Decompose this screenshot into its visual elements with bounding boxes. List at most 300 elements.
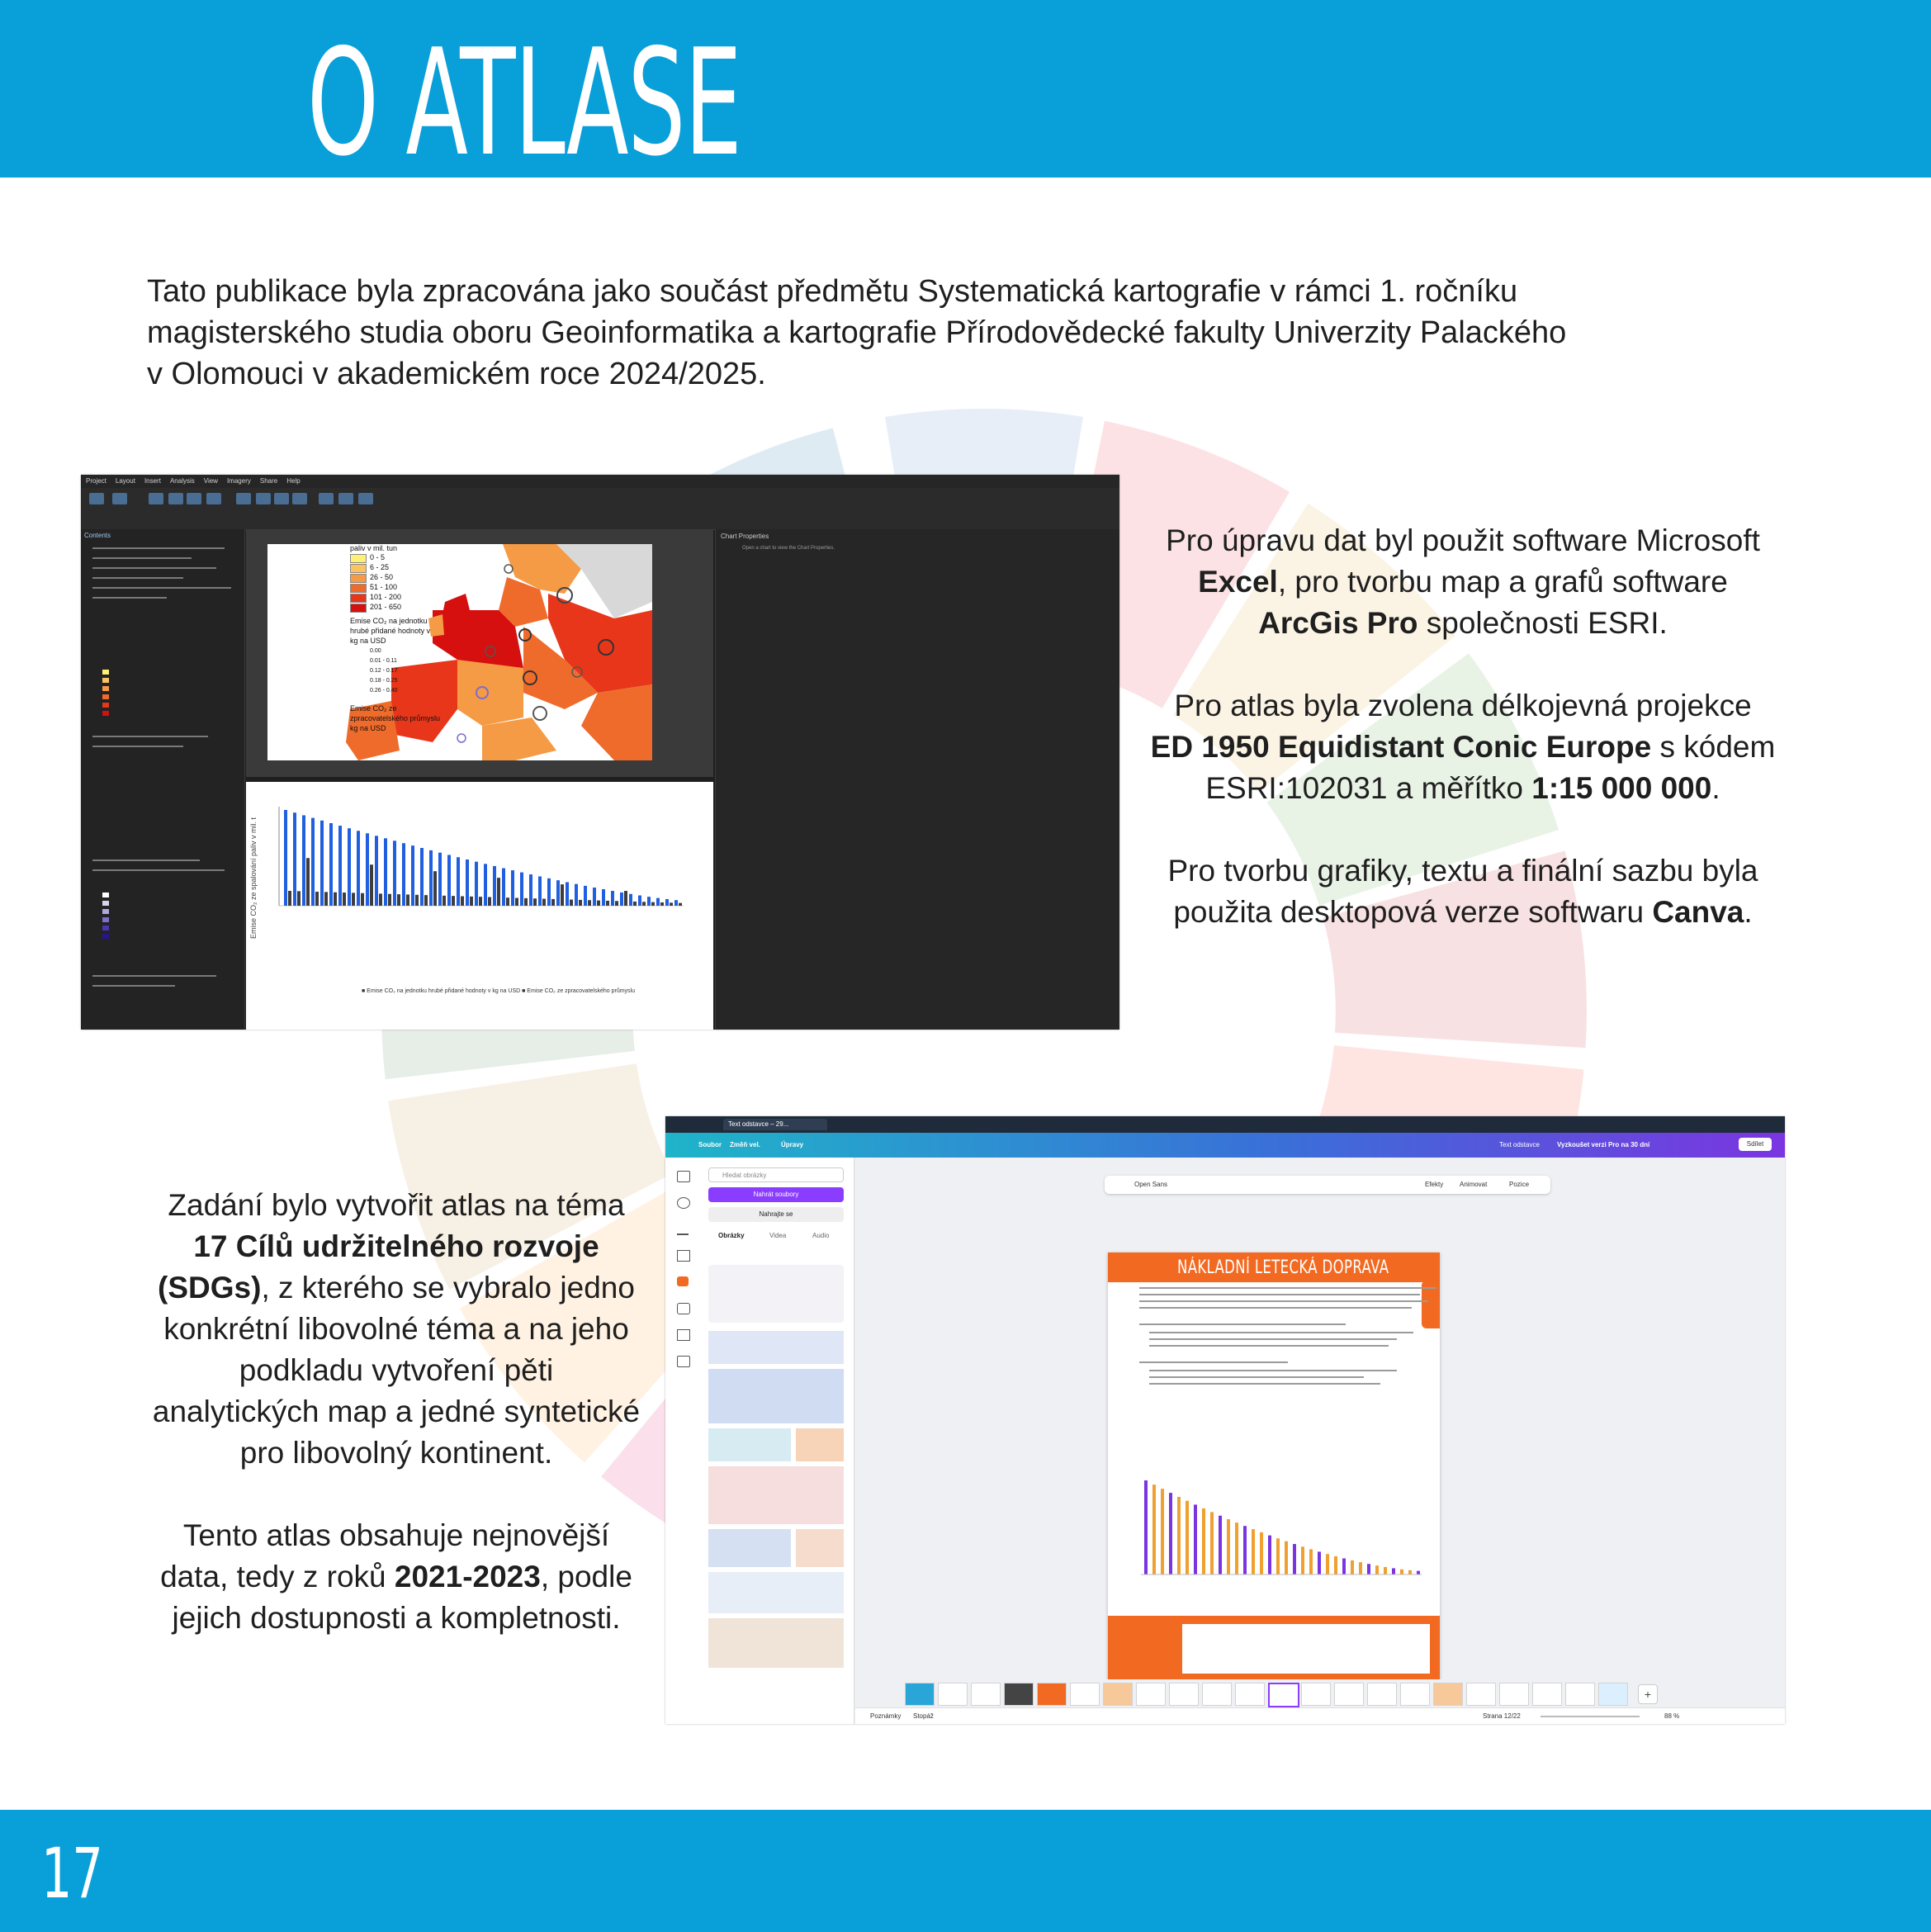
intro-line: Tato publikace byla zpracována jako součást předmětu Systematická kartografie v rámci 1. ročníku: [147, 274, 1518, 309]
chart-bar: [1392, 1568, 1395, 1574]
legend-swatch: [102, 901, 109, 906]
text-span: s kódem: [1651, 730, 1776, 764]
position-button[interactable]: Pozice: [1509, 1181, 1530, 1188]
upload-thumbnail[interactable]: [708, 1369, 844, 1423]
upgrade-button[interactable]: Vyzkoušet verzi Pro na 30 dní: [1557, 1141, 1650, 1148]
chart-bar: [1367, 1564, 1370, 1574]
chart-bar: [315, 892, 319, 906]
notes-button[interactable]: Poznámky: [870, 1712, 902, 1720]
text-span: .: [1744, 895, 1753, 929]
page-title: O ATLASE: [307, 17, 741, 188]
design-icon[interactable]: [677, 1171, 690, 1182]
page-thumbnail[interactable]: [1400, 1683, 1430, 1706]
legend-title: hrubé přidané hodnoty v: [350, 627, 431, 635]
chart-bar: [1326, 1554, 1329, 1574]
chart-bar: [406, 894, 409, 906]
bold-projection: ED 1950 Equidistant Conic Europe: [1150, 730, 1652, 764]
chart-bar: [1334, 1556, 1337, 1574]
canva-statusbar: [855, 1707, 1785, 1724]
layer-entry[interactable]: [92, 736, 208, 737]
ribbon-button-icon[interactable]: [236, 493, 251, 504]
layer-entry[interactable]: [92, 567, 216, 569]
chart-y-axis-label: Emise CO₂ ze spalování paliv v mil. t: [249, 817, 258, 939]
chart-legend: ■ Emise CO₂ na jednotku hrubé přidané hodnoty v kg na USD ■ Emise CO₂ ze zpracovatelského průmyslu: [362, 988, 635, 994]
chart-bar: [1351, 1560, 1354, 1574]
chart-bar: [1301, 1546, 1304, 1574]
ribbon-button-icon[interactable]: [358, 493, 373, 504]
page-thumbnail[interactable]: [1433, 1683, 1463, 1706]
layer-entry[interactable]: [92, 547, 225, 549]
ribbon-button-icon[interactable]: [338, 493, 353, 504]
page-thumbnail-selected[interactable]: [1268, 1683, 1299, 1707]
zoom-slider[interactable]: [1541, 1716, 1640, 1717]
ribbon-button-icon[interactable]: [168, 493, 183, 504]
effects-button[interactable]: Efekty: [1425, 1181, 1444, 1188]
page-thumbnail[interactable]: [1202, 1683, 1232, 1706]
projects-icon[interactable]: [677, 1329, 690, 1341]
text-line: [1139, 1294, 1420, 1295]
menu-item[interactable]: Analysis: [169, 477, 195, 485]
chart-bar: [679, 903, 682, 906]
legend-class: 0.00: [370, 648, 381, 654]
chart-bar: [651, 902, 655, 906]
menu-item[interactable]: Insert: [144, 477, 161, 485]
ribbon-button-icon[interactable]: [112, 493, 127, 504]
search-input[interactable]: Hledat obrázky: [708, 1167, 844, 1182]
arcgis-pro-screenshot: [81, 475, 1119, 1030]
text-line: [1149, 1345, 1389, 1347]
upload-thumbnail[interactable]: [708, 1466, 844, 1524]
footer-text-box: [1182, 1624, 1430, 1674]
chart-bar: [575, 884, 578, 906]
ribbon-button-icon[interactable]: [206, 493, 221, 504]
page-thumbnail[interactable]: [1466, 1683, 1496, 1706]
text-span: společnosti ESRI.: [1417, 606, 1668, 640]
zoom-level[interactable]: 88 %: [1664, 1712, 1680, 1720]
bold-canva: Canva: [1652, 895, 1744, 929]
text-span: .: [1711, 771, 1720, 805]
text-span: analytických map a jedné syntetické: [152, 1395, 641, 1428]
chart-bar: [1161, 1489, 1164, 1574]
text-toolbar: [1105, 1176, 1550, 1194]
chart-bar: [424, 895, 428, 906]
chart-bar: [457, 857, 460, 906]
chart-bar: [1293, 1544, 1296, 1574]
legend-swatch: [350, 594, 367, 603]
upload-thumbnail[interactable]: [796, 1428, 844, 1461]
text-span: jejich dostupnosti a kompletnosti.: [172, 1601, 621, 1635]
canva-icon-rail: [665, 1158, 701, 1724]
bold-sdgs: (SDGs): [158, 1271, 262, 1305]
chart-bar: [447, 855, 451, 906]
page-thumbnail[interactable]: [1136, 1683, 1166, 1706]
chart-bar: [1359, 1562, 1362, 1574]
chart-bar: [1194, 1504, 1197, 1574]
legend-swatch: [350, 604, 367, 613]
legend-class: 0.18 - 0.25: [370, 678, 398, 684]
chart-bar: [1243, 1526, 1247, 1574]
canva-uploads-panel: [700, 1158, 854, 1724]
chart-bar: [551, 899, 555, 906]
page-thumbnail[interactable]: [1004, 1683, 1034, 1706]
upload-thumbnail[interactable]: [708, 1331, 844, 1364]
chart-bar: [311, 818, 315, 906]
page-thumbnail-strip: [855, 1679, 1785, 1707]
chart-bar: [334, 893, 337, 906]
chart-bar: [379, 893, 382, 906]
bold-excel: Excel: [1198, 565, 1278, 599]
chart-bar: [438, 853, 442, 906]
upload-thumbnail[interactable]: [708, 1618, 844, 1668]
chart-bar: [370, 864, 373, 906]
chart-bar: [665, 899, 669, 906]
chart-bar: [511, 870, 514, 906]
text-line: [1149, 1376, 1364, 1378]
layer-entry[interactable]: [92, 597, 167, 599]
legend-class: 26 - 50: [370, 573, 394, 581]
chart-bar: [670, 902, 673, 906]
chart-bar: [1408, 1570, 1412, 1574]
chart-bar: [497, 878, 500, 906]
menu-item[interactable]: Layout: [115, 477, 135, 485]
add-page-icon[interactable]: +: [1638, 1684, 1658, 1704]
page-thumbnail[interactable]: [1499, 1683, 1529, 1706]
page-thumbnail[interactable]: [1334, 1683, 1364, 1706]
chart-bar: [415, 895, 419, 906]
upload-thumbnail[interactable]: [708, 1428, 791, 1461]
ribbon-button-icon[interactable]: [292, 493, 307, 504]
animate-button[interactable]: Animovat: [1460, 1181, 1488, 1188]
chart-bar: [529, 874, 532, 906]
chart-bar: [1252, 1529, 1255, 1574]
layer-entry[interactable]: [92, 557, 192, 559]
resize-menu[interactable]: Změň vel.: [730, 1141, 760, 1148]
map-layout: [267, 544, 652, 760]
text-span: Pro atlas byla zvolena délkojevná projekce: [1174, 689, 1752, 722]
tab-images[interactable]: Obrázky: [718, 1232, 745, 1239]
tab-videos[interactable]: Videa: [769, 1232, 787, 1239]
legend-class: 201 - 650: [370, 603, 402, 611]
page-thumbnail[interactable]: [1532, 1683, 1562, 1706]
legend-title: zpracovatelského průmyslu: [350, 714, 441, 722]
text-span: použita desktopová verze softwaru: [1173, 895, 1653, 929]
ribbon-button-icon[interactable]: [274, 493, 289, 504]
page-thumbnail[interactable]: [938, 1683, 968, 1706]
layer-entry[interactable]: [92, 746, 183, 747]
bold-years: 2021-2023: [394, 1560, 541, 1593]
chart-bar: [660, 902, 664, 906]
legend-title: Emise CO₂ na jednotku: [350, 617, 428, 625]
chart-bar: [452, 896, 455, 906]
upload-files-button[interactable]: Nahrát soubory: [708, 1187, 844, 1202]
chart-bar: [506, 897, 509, 906]
canva-topbar: [665, 1133, 1785, 1158]
legend-class: 0.12 - 0.17: [370, 668, 398, 674]
chart-bar: [479, 897, 482, 906]
file-menu[interactable]: Soubor: [698, 1141, 722, 1148]
ribbon-button-icon[interactable]: [319, 493, 334, 504]
chart-bar: [556, 880, 560, 906]
chart-bar: [484, 864, 487, 906]
chart-bar: [674, 900, 678, 906]
text-span: konkrétní libovolné téma a na jeho: [163, 1312, 629, 1346]
legend-swatch: [102, 917, 109, 922]
legend-swatch: [350, 554, 367, 563]
page-header: [0, 0, 1931, 188]
chart-bar: [561, 884, 564, 906]
chart-bar: [533, 898, 537, 906]
europe-map-graphic: [267, 544, 652, 760]
menu-item[interactable]: Imagery: [226, 477, 251, 485]
chart-bar: [384, 838, 387, 906]
chart-bar: [515, 898, 518, 906]
menu-item[interactable]: Project: [86, 477, 106, 485]
chart-bar: [547, 878, 551, 906]
text-line: [1139, 1324, 1346, 1325]
arcgis-menubar: [81, 475, 1119, 488]
text-line: [1139, 1300, 1428, 1302]
browser-tabbar: [665, 1116, 1785, 1133]
text-span: Tento atlas obsahuje nejnovější: [182, 1518, 610, 1552]
page-thumbnail[interactable]: [1070, 1683, 1100, 1706]
layer-entry[interactable]: [92, 587, 231, 589]
layer-entry[interactable]: [92, 859, 200, 861]
ribbon-button-icon[interactable]: [149, 493, 163, 504]
text-span: Pro úpravu dat byl použit software Microsoft: [1166, 523, 1760, 557]
chart-bar: [1375, 1565, 1379, 1574]
page-thumbnail[interactable]: [1565, 1683, 1595, 1706]
layer-entry[interactable]: [92, 985, 175, 987]
page-counter: Strana 12/22: [1483, 1712, 1521, 1720]
text-span: Pro tvorbu grafiky, textu a finální sazbu byla: [1167, 854, 1758, 888]
chart-bar: [324, 892, 328, 906]
chart-bar: [638, 895, 641, 906]
chart-bar: [493, 866, 496, 906]
page-thumbnail[interactable]: [1037, 1683, 1067, 1706]
legend-swatch: [102, 893, 109, 897]
chart-bar: [629, 894, 632, 906]
legend-class: 0.26 - 0.40: [370, 688, 398, 694]
chart-bar: [1144, 1480, 1148, 1574]
text-span: , z kterého se vybralo jedno: [261, 1271, 635, 1305]
chart-bar: [320, 821, 324, 906]
legend-swatch: [102, 926, 109, 930]
legend-title: paliv v mil. tun: [350, 544, 398, 552]
legend-class: 51 - 100: [370, 583, 398, 591]
share-button[interactable]: Sdílet: [1739, 1138, 1772, 1151]
chart-bar: [538, 876, 542, 906]
software-paragraph: [1133, 520, 1793, 644]
chart-bar: [488, 897, 491, 907]
chart-bar: [429, 850, 433, 906]
chart-bar: [1260, 1532, 1263, 1574]
legend-swatch: [350, 574, 367, 583]
legend-title: kg na USD: [350, 724, 386, 732]
chart-bar: [357, 831, 360, 906]
chart-bar: [1318, 1551, 1321, 1574]
text-span: data, tedy z roků: [160, 1560, 395, 1593]
chart-bar: [393, 841, 396, 906]
text-line: [1149, 1332, 1413, 1333]
projection-paragraph: [1133, 685, 1793, 809]
uploads-icon[interactable]: [677, 1276, 689, 1286]
legend-title: Emise CO₂ ze: [350, 704, 397, 713]
chart-bar: [1276, 1538, 1280, 1574]
chart-bar: [597, 901, 600, 906]
text-icon[interactable]: [677, 1224, 689, 1235]
elements-icon[interactable]: [677, 1197, 690, 1209]
chart-bar: [375, 836, 378, 906]
chart-bar: [647, 897, 651, 906]
contents-pane-title: Contents: [84, 532, 111, 539]
bold-scale: 1:15 000 000: [1531, 771, 1712, 805]
legend-class: 6 - 25: [370, 563, 390, 571]
chart-bar: [524, 898, 528, 906]
chart-bar: [397, 894, 400, 906]
ribbon-button-icon[interactable]: [89, 493, 104, 504]
text-span: Zadání bylo vytvořit atlas na téma: [168, 1188, 625, 1222]
chart-bar: [348, 828, 351, 906]
chart-bar: [1268, 1536, 1271, 1574]
chart-bar: [1400, 1570, 1403, 1574]
chart-bar: [443, 896, 446, 906]
chart-bar: [593, 888, 596, 906]
legend-swatch: [102, 694, 109, 699]
font-family-dropdown[interactable]: Open Sans: [1134, 1181, 1168, 1188]
page-number: 17: [41, 1833, 103, 1914]
canva-screenshot: [665, 1116, 1785, 1724]
chart-bar: [402, 843, 405, 906]
chart-bar: [288, 891, 291, 906]
map-view[interactable]: [246, 529, 713, 777]
chart-bar: [420, 848, 424, 906]
chart-bar: [329, 823, 333, 906]
page-thumbnail[interactable]: [1367, 1683, 1397, 1706]
chart-bar: [615, 901, 618, 906]
draw-icon[interactable]: [677, 1303, 690, 1314]
chart-bar: [542, 899, 546, 906]
arcgis-chart-pane: [246, 782, 713, 1030]
legend-swatch: [102, 909, 109, 914]
legend-swatch: [102, 703, 109, 708]
chart-bar: [343, 893, 346, 906]
page-thumbnail[interactable]: [1301, 1683, 1331, 1706]
edit-menu[interactable]: Úpravy: [781, 1141, 804, 1148]
page-thumbnail[interactable]: [971, 1683, 1001, 1706]
chart-bar: [611, 891, 614, 906]
chart-bar: [642, 902, 646, 906]
text-span: , podle: [540, 1560, 632, 1593]
menu-item[interactable]: Share: [259, 477, 278, 485]
chart-bar: [361, 893, 364, 906]
menu-item[interactable]: View: [203, 477, 218, 485]
layer-entry[interactable]: [92, 869, 225, 871]
page-thumbnail[interactable]: [1169, 1683, 1199, 1706]
legend-swatch: [350, 584, 367, 593]
chart-bar: [620, 893, 623, 906]
arcgis-ribbon: [81, 488, 1119, 530]
chart-bar: [1186, 1501, 1189, 1574]
upload-thumbnail[interactable]: [708, 1529, 791, 1567]
quick-upload-card: [708, 1265, 844, 1323]
legend-swatch: [102, 678, 109, 683]
page-thumbnail[interactable]: [1598, 1683, 1628, 1706]
page-thumbnail[interactable]: [1103, 1683, 1133, 1706]
record-yourself-button[interactable]: Nahrajte se: [708, 1207, 844, 1222]
ribbon-button-icon[interactable]: [187, 493, 201, 504]
chart-bar: [470, 897, 473, 906]
legend-swatch: [102, 934, 109, 939]
tab-audio[interactable]: Audio: [812, 1232, 830, 1239]
chart-bar: [388, 894, 391, 906]
design-page[interactable]: [1108, 1252, 1440, 1688]
chart-bar: [284, 810, 287, 906]
text-type-label: Text odstavce: [1499, 1141, 1540, 1148]
timer-button[interactable]: Stopáž: [913, 1712, 934, 1720]
chart-bar: [297, 891, 301, 906]
chart-bar: [633, 902, 637, 906]
chart-properties-title: Chart Properties: [721, 533, 769, 540]
legend-swatch: [102, 686, 109, 691]
text-line: [1149, 1370, 1397, 1371]
chart-bar: [433, 871, 437, 906]
apps-icon[interactable]: [677, 1356, 690, 1367]
chart-bar: [606, 901, 609, 906]
chart-bar: [338, 826, 342, 906]
layer-entry[interactable]: [92, 975, 216, 977]
data-years-paragraph: [132, 1515, 660, 1639]
upload-thumbnail[interactable]: [796, 1529, 844, 1567]
contents-pane: [81, 529, 245, 1030]
layer-entry[interactable]: [92, 577, 183, 579]
browser-tab[interactable]: Text odstavce – 29...: [723, 1119, 827, 1130]
brand-icon[interactable]: [677, 1250, 690, 1262]
chart-bar: [306, 858, 310, 906]
chart-bar: [579, 900, 582, 906]
chart-bar: [1285, 1541, 1288, 1574]
chart-bar: [502, 869, 505, 906]
text-line: [1139, 1361, 1288, 1363]
chart-bar: [1177, 1497, 1181, 1574]
page-bar-chart: [1108, 1459, 1440, 1624]
chart-bar: [411, 845, 414, 906]
chart-bar: [624, 891, 627, 906]
chart-bar: [293, 812, 296, 906]
page-footer: [0, 1810, 1931, 1932]
text-line: [1149, 1383, 1380, 1385]
page-thumbnail[interactable]: [905, 1683, 935, 1706]
bold-sdg: 17 Cílů udržitelného rozvoje: [193, 1229, 599, 1263]
intro-paragraph: [147, 271, 1757, 395]
chart-bar: [302, 815, 305, 906]
ribbon-button-icon[interactable]: [256, 493, 271, 504]
chart-bar: [1219, 1516, 1222, 1574]
text-span: podkladu vytvoření pěti: [239, 1353, 554, 1387]
chart-bar: [352, 893, 355, 906]
chart-bar: [1417, 1571, 1420, 1574]
text-line: [1139, 1307, 1412, 1309]
chart-bar: [461, 896, 464, 906]
design-page-title: NÁKLADNÍ LETECKÁ DOPRAVA: [1177, 1257, 1389, 1278]
chart-bar: [1202, 1508, 1205, 1574]
chart-properties-pane: [715, 529, 1119, 1030]
page-thumbnail[interactable]: [1235, 1683, 1265, 1706]
upload-thumbnail[interactable]: [708, 1572, 844, 1613]
bar-series: [284, 810, 682, 906]
chart-bar: [584, 886, 587, 906]
menu-item[interactable]: Help: [286, 477, 301, 485]
chart-bar: [1309, 1549, 1313, 1574]
